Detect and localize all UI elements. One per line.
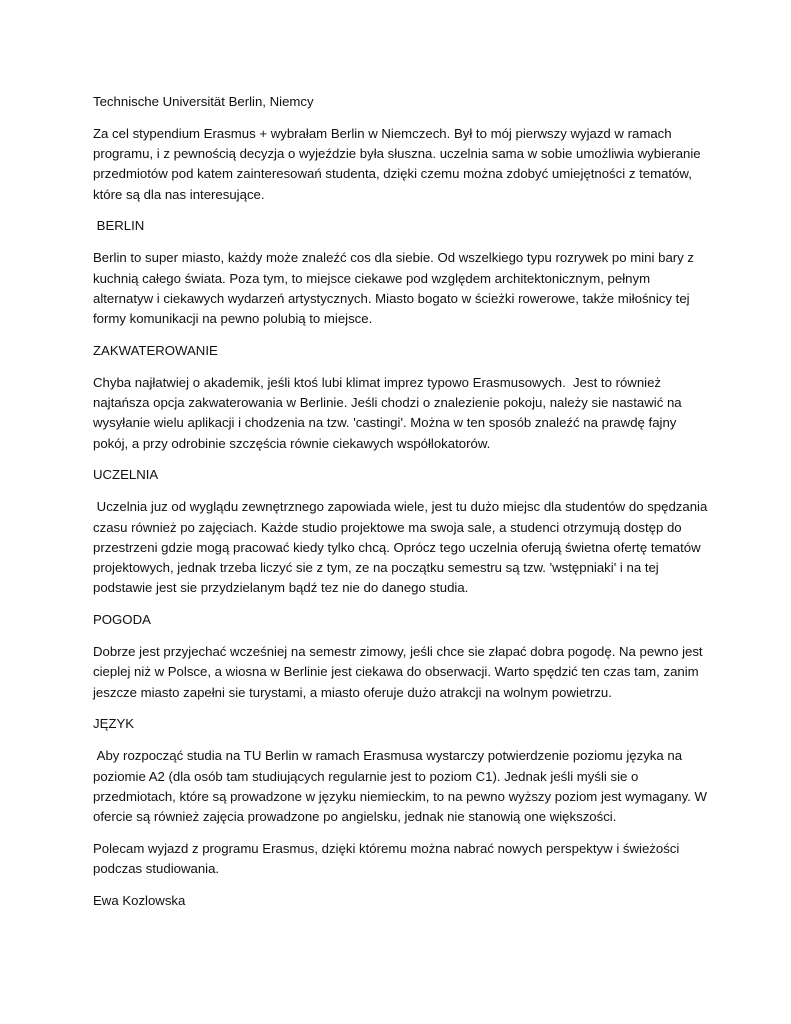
section-body-berlin: Berlin to super miasto, każdy może znaleźć cos dla siebie. Od wszelkiego typu rozrywek po mini bary z kuchnią całego świata. Poza tym, to miejsce ciekawe pod względem architektonicznym, pełnym alternatyw i ciekawych wydarzeń artystycznych. Miasto bogato w ścieżki rowerowe, także miłośnicy tej formy komunikacji na pewno polubią to miejsce.: [93, 250, 698, 327]
document-page: [93, 92, 713, 923]
closing-paragraph: Polecam wyjazd z programu Erasmus, dzięki któremu można nabrać nowych perspektyw i świeżości podczas studiowania.: [93, 840, 684, 877]
section-heading-pogoda: POGODA: [93, 612, 151, 628]
section-heading-jezyk: JĘZYK: [93, 716, 135, 732]
section-heading-uczelnia: UCZELNIA: [93, 467, 159, 483]
intro-paragraph: Za cel stypendium Erasmus + wybrałam Berlin w Niemczech. Był to mój pierwszy wyjazd w ramach programu, i z pewnością decyzja o wyjeździe była słuszna. uczelnia sama w sobie umożliwia wybieranie przedmiotów pod katem zainteresowań studenta, dzięki czemu można zdobyć umiejętności z tematów, które są dla nas interesujące.: [93, 125, 705, 202]
section-body-pogoda: Dobrze jest przyjechać wcześniej na semestr zimowy, jeśli chce sie złapać dobra pogodę. Na pewno jest cieplej niż w Polsce, a wiosna w Berlinie jest ciekawa do obserwacji. Warto spędzić ten czas tam, zanim jeszcze miasto zapełni sie turystami, a miasto oferuje dużo atrakcji na wolnym powietrzu.: [93, 644, 707, 700]
section-heading-berlin: BERLIN: [93, 218, 145, 234]
section-body-zakwaterowanie: Chyba najłatwiej o akademik, jeśli ktoś lubi klimat imprez typowo Erasmusowych. Jest to również najtańsza opcja zakwaterowania w Berlinie. Jeśli chodzi o znalezienie pokoju, należy sie nastawić na wysyłanie wielu aplikacji i chodzenia na tzw. 'castingi'. Można w ten sposób znaleźć na prawdę fajny pokój, a przy odrobinie szczęścia równie ciekawych współlokatorów.: [93, 374, 686, 451]
section-body-jezyk: Aby rozpocząć studia na TU Berlin w ramach Erasmusa wystarczy potwierdzenie poziomu języka na poziomie A2 (dla osób tam studiujących regularnie jest to poziom C1). Jednak jeśli myśli sie o przedmiotach, które są prowadzone w języku niemieckim, to na pewno wyższy poziom jest wymagany. W ofercie są również zajęcia prowadzone po angielsku, jednak nie stanowią one większości.: [93, 748, 711, 825]
section-body-uczelnia: Uczelnia juz od wyglądu zewnętrznego zapowiada wiele, jest tu dużo miejsc dla studentów do spędzania czasu również po zajęciach. Każde studio projektowe ma swoja sale, a studenci otrzymują dostęp do przestrzeni gdzie mogą pracować kiedy tylko chcą. Oprócz tego uczelnia oferują świetna ofertę tematów projektowych, jednak trzeba liczyć sie z tym, ze na początku semestru są tzw. 'wstępniaki' i na tej podstawie jest sie przydzielanym bądź tez nie do danego studia.: [93, 499, 711, 596]
signature: Ewa Kozlowska: [93, 893, 186, 908]
document-title: Technische Universität Berlin, Niemcy: [93, 94, 314, 109]
section-heading-zakwaterowanie: ZAKWATEROWANIE: [93, 342, 218, 358]
